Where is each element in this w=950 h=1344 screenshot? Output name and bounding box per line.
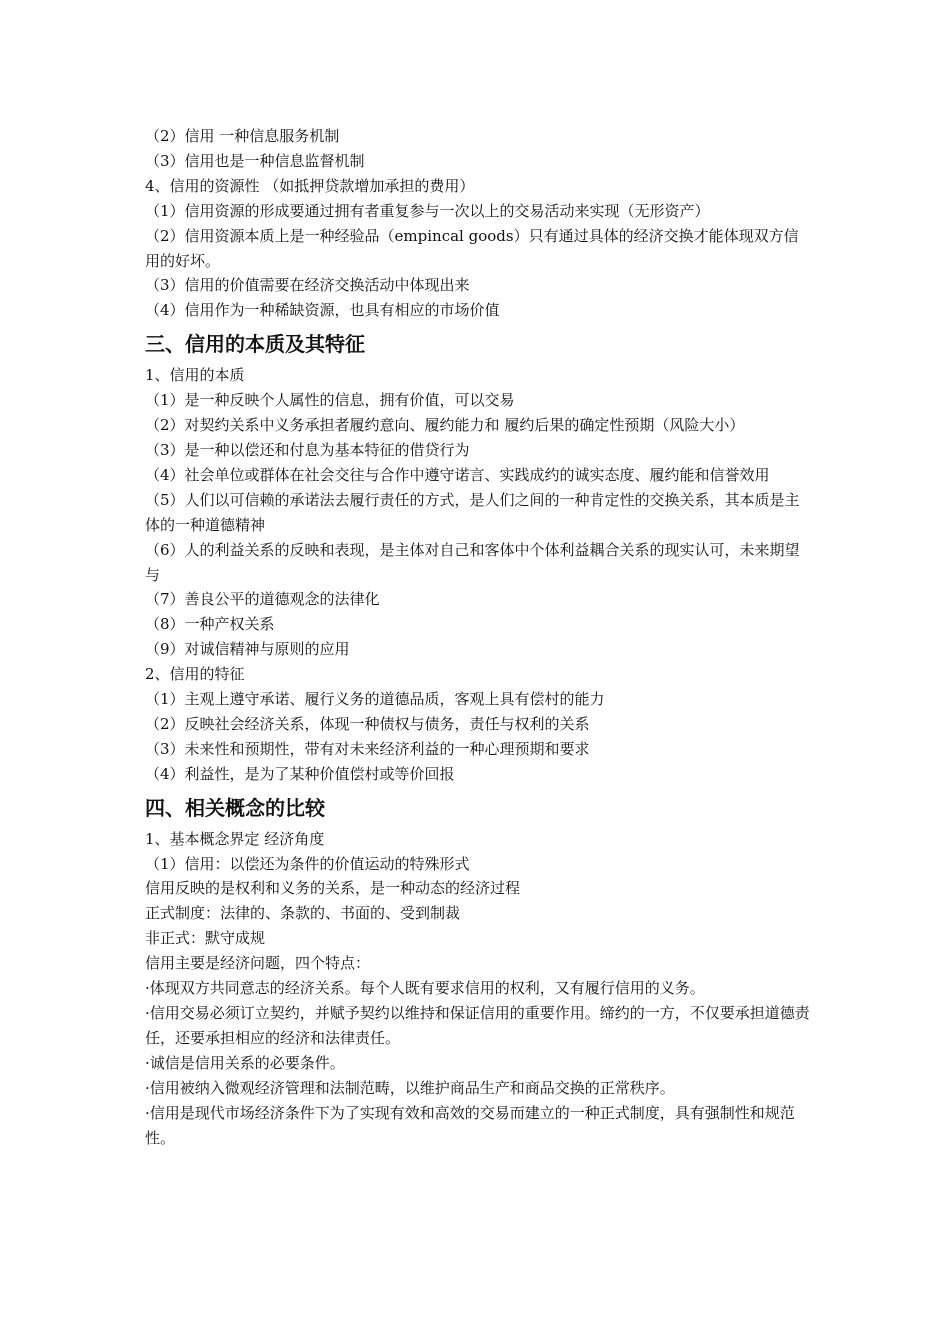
paragraph: （7）善良公平的道德观念的法律化	[145, 590, 380, 609]
paragraph: （4）社会单位或群体在社会交往与合作中遵守诺言、实践成约的诚实态度、履约能和信誉效用	[145, 465, 770, 484]
paragraph: （1）信用：以偿还为条件的价值运动的特殊形式	[145, 854, 470, 873]
paragraph: （2）信用资源本质上是一种经验品（empincal goods）只有通过具体的经济交换才能体现双方信用的好坏。	[145, 226, 799, 270]
paragraph: （3）信用的价值需要在经济交换活动中体现出来	[145, 276, 470, 295]
paragraph: （3）未来性和预期性，带有对未来经济利益的一种心理预期和要求	[145, 739, 590, 758]
paragraph: ·信用交易必须订立契约，并赋予契约以维持和保证信用的重要作用。缔约的一方，不仅要承担道德责任，还要承担相应的经济和法律责任。	[145, 1004, 810, 1047]
paragraph: 4、信用的资源性 （如抵押贷款增加承担的费用）	[145, 176, 475, 195]
paragraph: （4）利益性，是为了某种价值偿村或等价回报	[145, 764, 455, 783]
paragraph: 1、基本概念界定 经济角度	[145, 829, 325, 848]
paragraph: 非正式：默守成规	[145, 929, 266, 948]
paragraph: （3）是一种以偿还和付息为基本特征的借贷行为	[145, 440, 470, 459]
paragraph: 信用反映的是权利和义务的关系，是一种动态的经济过程	[145, 879, 521, 898]
paragraph: （1）是一种反映个人属性的信息，拥有价值，可以交易	[145, 391, 515, 410]
paragraph: ·信用被纳入微观经济管理和法制范畴，以维护商品生产和商品交换的正常秩序。	[145, 1078, 675, 1097]
paragraph: 信用主要是经济问题，四个特点：	[145, 954, 371, 973]
paragraph: （1）信用资源的形成要通过拥有者重复参与一次以上的交易活动来实现（无形资产）	[145, 201, 710, 220]
paragraph: 正式制度：法律的、条款的、书面的、受到制裁	[145, 904, 461, 923]
paragraph: （4）信用作为一种稀缺资源，也具有相应的市场价值	[145, 301, 500, 320]
paragraph: （5）人们以可信赖的承诺法去履行责任的方式，是人们之间的一种肯定性的交换关系，其本质是主体的一种道德精神	[145, 490, 800, 534]
paragraph: ·信用是现代市场经济条件下为了实现有效和高效的交易而建立的一种正式制度，具有强制性和规范性。	[145, 1103, 795, 1147]
paragraph: ·诚信是信用关系的必要条件。	[145, 1053, 345, 1072]
section-heading: 三、信用的本质及其特征	[145, 332, 365, 357]
paragraph: （2）对契约关系中义务承担者履约意向、履约能力和 履约后果的确定性预期（风险大小）	[145, 416, 745, 435]
paragraph: （3）信用也是一种信息监督机制	[145, 151, 365, 170]
paragraph: ·体现双方共同意志的经济关系。每个人既有要求信用的权利，又有履行信用的义务。	[145, 979, 705, 998]
paragraph: （9）对诚信精神与原则的应用	[145, 640, 350, 659]
paragraph: （2）信用 一种信息服务机制	[145, 127, 340, 145]
paragraph: 1、信用的本质	[145, 366, 245, 385]
document-page	[145, 124, 810, 1150]
paragraph: （8）一种产权关系	[145, 615, 275, 634]
paragraph: 2、信用的特征	[145, 665, 245, 684]
paragraph: （2）反映社会经济关系，体现一种债权与债务，责任与权利的关系	[145, 714, 590, 733]
section-heading: 四、相关概念的比较	[145, 795, 325, 820]
paragraph: （1）主观上遵守承诺、履行义务的道德品质，客观上具有偿村的能力	[145, 690, 605, 709]
paragraph: （6）人的利益关系的反映和表现，是主体对自己和客体中个体利益耦合关系的现实认可，未来期望与	[145, 540, 800, 584]
